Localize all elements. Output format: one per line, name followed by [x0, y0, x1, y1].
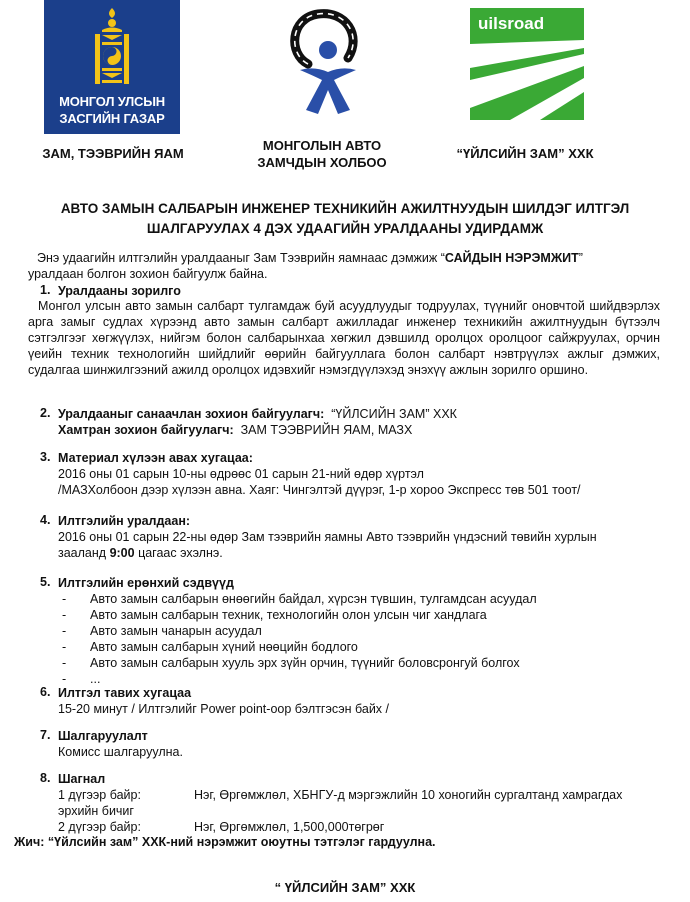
prize-1-label: 1 дүгээр байр: — [58, 788, 141, 802]
document-title — [10, 199, 680, 239]
association-caption-line2: ЗАМЧДЫН ХОЛБОО — [257, 155, 387, 170]
section4-number: 4. — [40, 513, 51, 527]
section3-line2: /МАЗХолбоон дээр хүлээн авна. Хаяг: Чингэлтэй дүүрэг, 1-р хороо Экспресс төв 501 тоот/ — [58, 483, 581, 497]
intro-line2: уралдаан болгон зохион байгуулж байна. — [28, 267, 268, 281]
list-item — [62, 591, 537, 607]
organizer-value: “ҮЙЛСИЙН ЗАМ” ХХК — [331, 407, 457, 421]
list-item — [62, 607, 537, 623]
prize-2 — [58, 819, 658, 835]
uilsroad-logo-text: uilsroad — [478, 14, 545, 33]
prize-1-value: Нэг, Өргөмжлөл, ХБНГУ-д мэргэжлийн 10 хоногийн сургалтанд хамрагдах — [194, 788, 623, 802]
ministry-caption: ЗАМ, ТЭЭВРИЙН ЯАМ — [42, 146, 184, 161]
note: Жич: “Үйлсийн зам” ХХК-ний нэрэмжит оюутны тэтгэлэг гардуулна. — [14, 835, 436, 849]
dash: - — [62, 656, 67, 670]
section2-number: 2. — [40, 406, 51, 420]
section1-number: 1. — [40, 283, 51, 297]
prize-2-value: Нэг, Өргөмжлөл, 1,500,000төгрөг — [194, 820, 385, 834]
dash: - — [62, 640, 67, 654]
soyombo-emblem-icon — [92, 6, 132, 88]
gov-logo-line2: ЗАСГИЙН ГАЗАР — [59, 111, 165, 126]
section2-co-organizer — [58, 422, 412, 438]
section4-line2-pre: зааланд — [58, 546, 110, 560]
intro-bold: САЙДЫН НЭРЭМЖИТ — [444, 251, 579, 265]
uilsroad-logo — [470, 8, 584, 120]
section4-line1: 2016 оны 01 сарын 22-ны өдөр Зам тээврийн яамны Авто тээврийн үндэсний төвийн хурлын — [58, 530, 597, 544]
topic-text: Авто замын салбарын өнөөгийн байдал, хүрсэн түвшин, тулгамдсан асуудал — [90, 592, 537, 606]
intro-end: ” — [578, 251, 583, 265]
section7-number: 7. — [40, 728, 51, 742]
section1-body: Монгол улсын авто замын салбарт тулгамдаж буй асуудлуудыг тодруулах, түүнийг оновчтой шийдвэрлэх арга замыг судлах хүрээнд авто замын салбарт ажилладаг инженер техникийн ажилтнуудын бүтээлч сэтгэлгээг хөгжүүлэх, нийгэм болон салбарынхаа хөгжил дэвшилд оролцох оролцоог сайжруулах, орчин үеийн техник технологийн шийдлийг өөрийн байгууллага болон салбарт нэвтрүүлэх ажлыг дэмжих, судалгаа шинжилгээний ажилд оролцох идэвхийг нэмэгдүүлэхэд энэхүү ажлын зорилго оршино. — [28, 299, 660, 377]
association-caption-line1: МОНГОЛЫН АВТО — [262, 138, 382, 153]
topics-list — [62, 591, 537, 687]
topic-text: ... — [90, 672, 101, 686]
topic-text: Авто замын чанарын асуудал — [90, 624, 262, 638]
prize-2-label: 2 дүгээр байр: — [58, 820, 141, 834]
dash: - — [62, 608, 67, 622]
section4-line2 — [58, 545, 223, 561]
section2-organizer — [58, 406, 457, 422]
organizer-label: Уралдааныг санаачлан зохион байгуулагч: — [58, 407, 325, 421]
government-logo — [44, 0, 180, 134]
road-association-logo — [278, 6, 370, 120]
co-organizer-label: Хамтран зохион байгуулагч: — [58, 423, 234, 437]
section3-number: 3. — [40, 450, 51, 464]
section4-title: Илтгэлийн уралдаан: — [58, 514, 191, 528]
gov-logo-line1: МОНГОЛ УЛСЫН — [59, 94, 165, 109]
dash: - — [62, 592, 67, 606]
section6-title: Илтгэл тавих хугацаа — [58, 686, 192, 700]
section5-number: 5. — [40, 575, 51, 589]
list-item — [62, 655, 537, 671]
road-figure-icon — [278, 6, 370, 120]
section4-line2-post: цагаас эхэлнэ. — [134, 546, 223, 560]
title-line2: ШАЛГАРУУЛАХ 4 ДЭХ УДААГИЙН УРАЛДААНЫ УДИРДАМЖ — [146, 221, 544, 236]
section1-title: Уралдааны зорилго — [58, 284, 181, 298]
association-caption — [232, 137, 412, 171]
section7-line1: Комисс шалгаруулна. — [58, 745, 183, 759]
list-item — [62, 623, 537, 639]
topic-text: Авто замын салбарын техник, технологийн олон улсын чиг хандлага — [90, 608, 487, 622]
uilsroad-caption: “ҮЙЛСИЙН ЗАМ” ХХК — [456, 146, 594, 161]
prize-1 — [58, 787, 658, 803]
dash: - — [62, 624, 67, 638]
section6-line1: 15-20 минут / Илтгэлийг Power point-оор бэлтгэсэн байх / — [58, 702, 389, 716]
intro-text: Энэ удаагийн илтгэлийн уралдааныг Зам Тээврийн яамнаас дэмжиж “ — [37, 251, 445, 265]
prize-1-cont: эрхийн бичиг — [58, 804, 134, 818]
co-organizer-value: ЗАМ ТЭЭВРИЙН ЯАМ, МАЗХ — [240, 423, 413, 437]
footer-signature: “ ҮЙЛСИЙН ЗАМ” ХХК — [274, 880, 416, 895]
section3-line1: 2016 оны 01 сарын 10-ны өдрөөс 01 сарын 21-ний өдөр хүртэл — [58, 467, 424, 481]
topic-text: Авто замын салбарын хүний нөөцийн бодлого — [90, 640, 358, 654]
section6-number: 6. — [40, 685, 51, 699]
section3-title: Материал хүлээн авах хугацаа: — [58, 451, 253, 465]
title-line1: АВТО ЗАМЫН САЛБАРЫН ИНЖЕНЕР ТЕХНИКИЙН АЖИЛТНУУДЫН ШИЛДЭГ ИЛТГЭЛ — [60, 201, 630, 216]
section7-title: Шалгаруулалт — [58, 729, 148, 743]
topic-text: Авто замын салбарын хууль эрх зүйн орчин, түүнийг боловсронгуй болгох — [90, 656, 520, 670]
section5-title: Илтгэлийн ерөнхий сэдвүүд — [58, 576, 234, 590]
section8-number: 8. — [40, 771, 51, 785]
section8-title: Шагнал — [58, 772, 106, 786]
list-item — [62, 639, 537, 655]
intro-paragraph — [28, 250, 662, 282]
dash: - — [62, 672, 67, 686]
start-time: 9:00 — [109, 546, 135, 560]
road-lines-icon — [470, 8, 584, 120]
